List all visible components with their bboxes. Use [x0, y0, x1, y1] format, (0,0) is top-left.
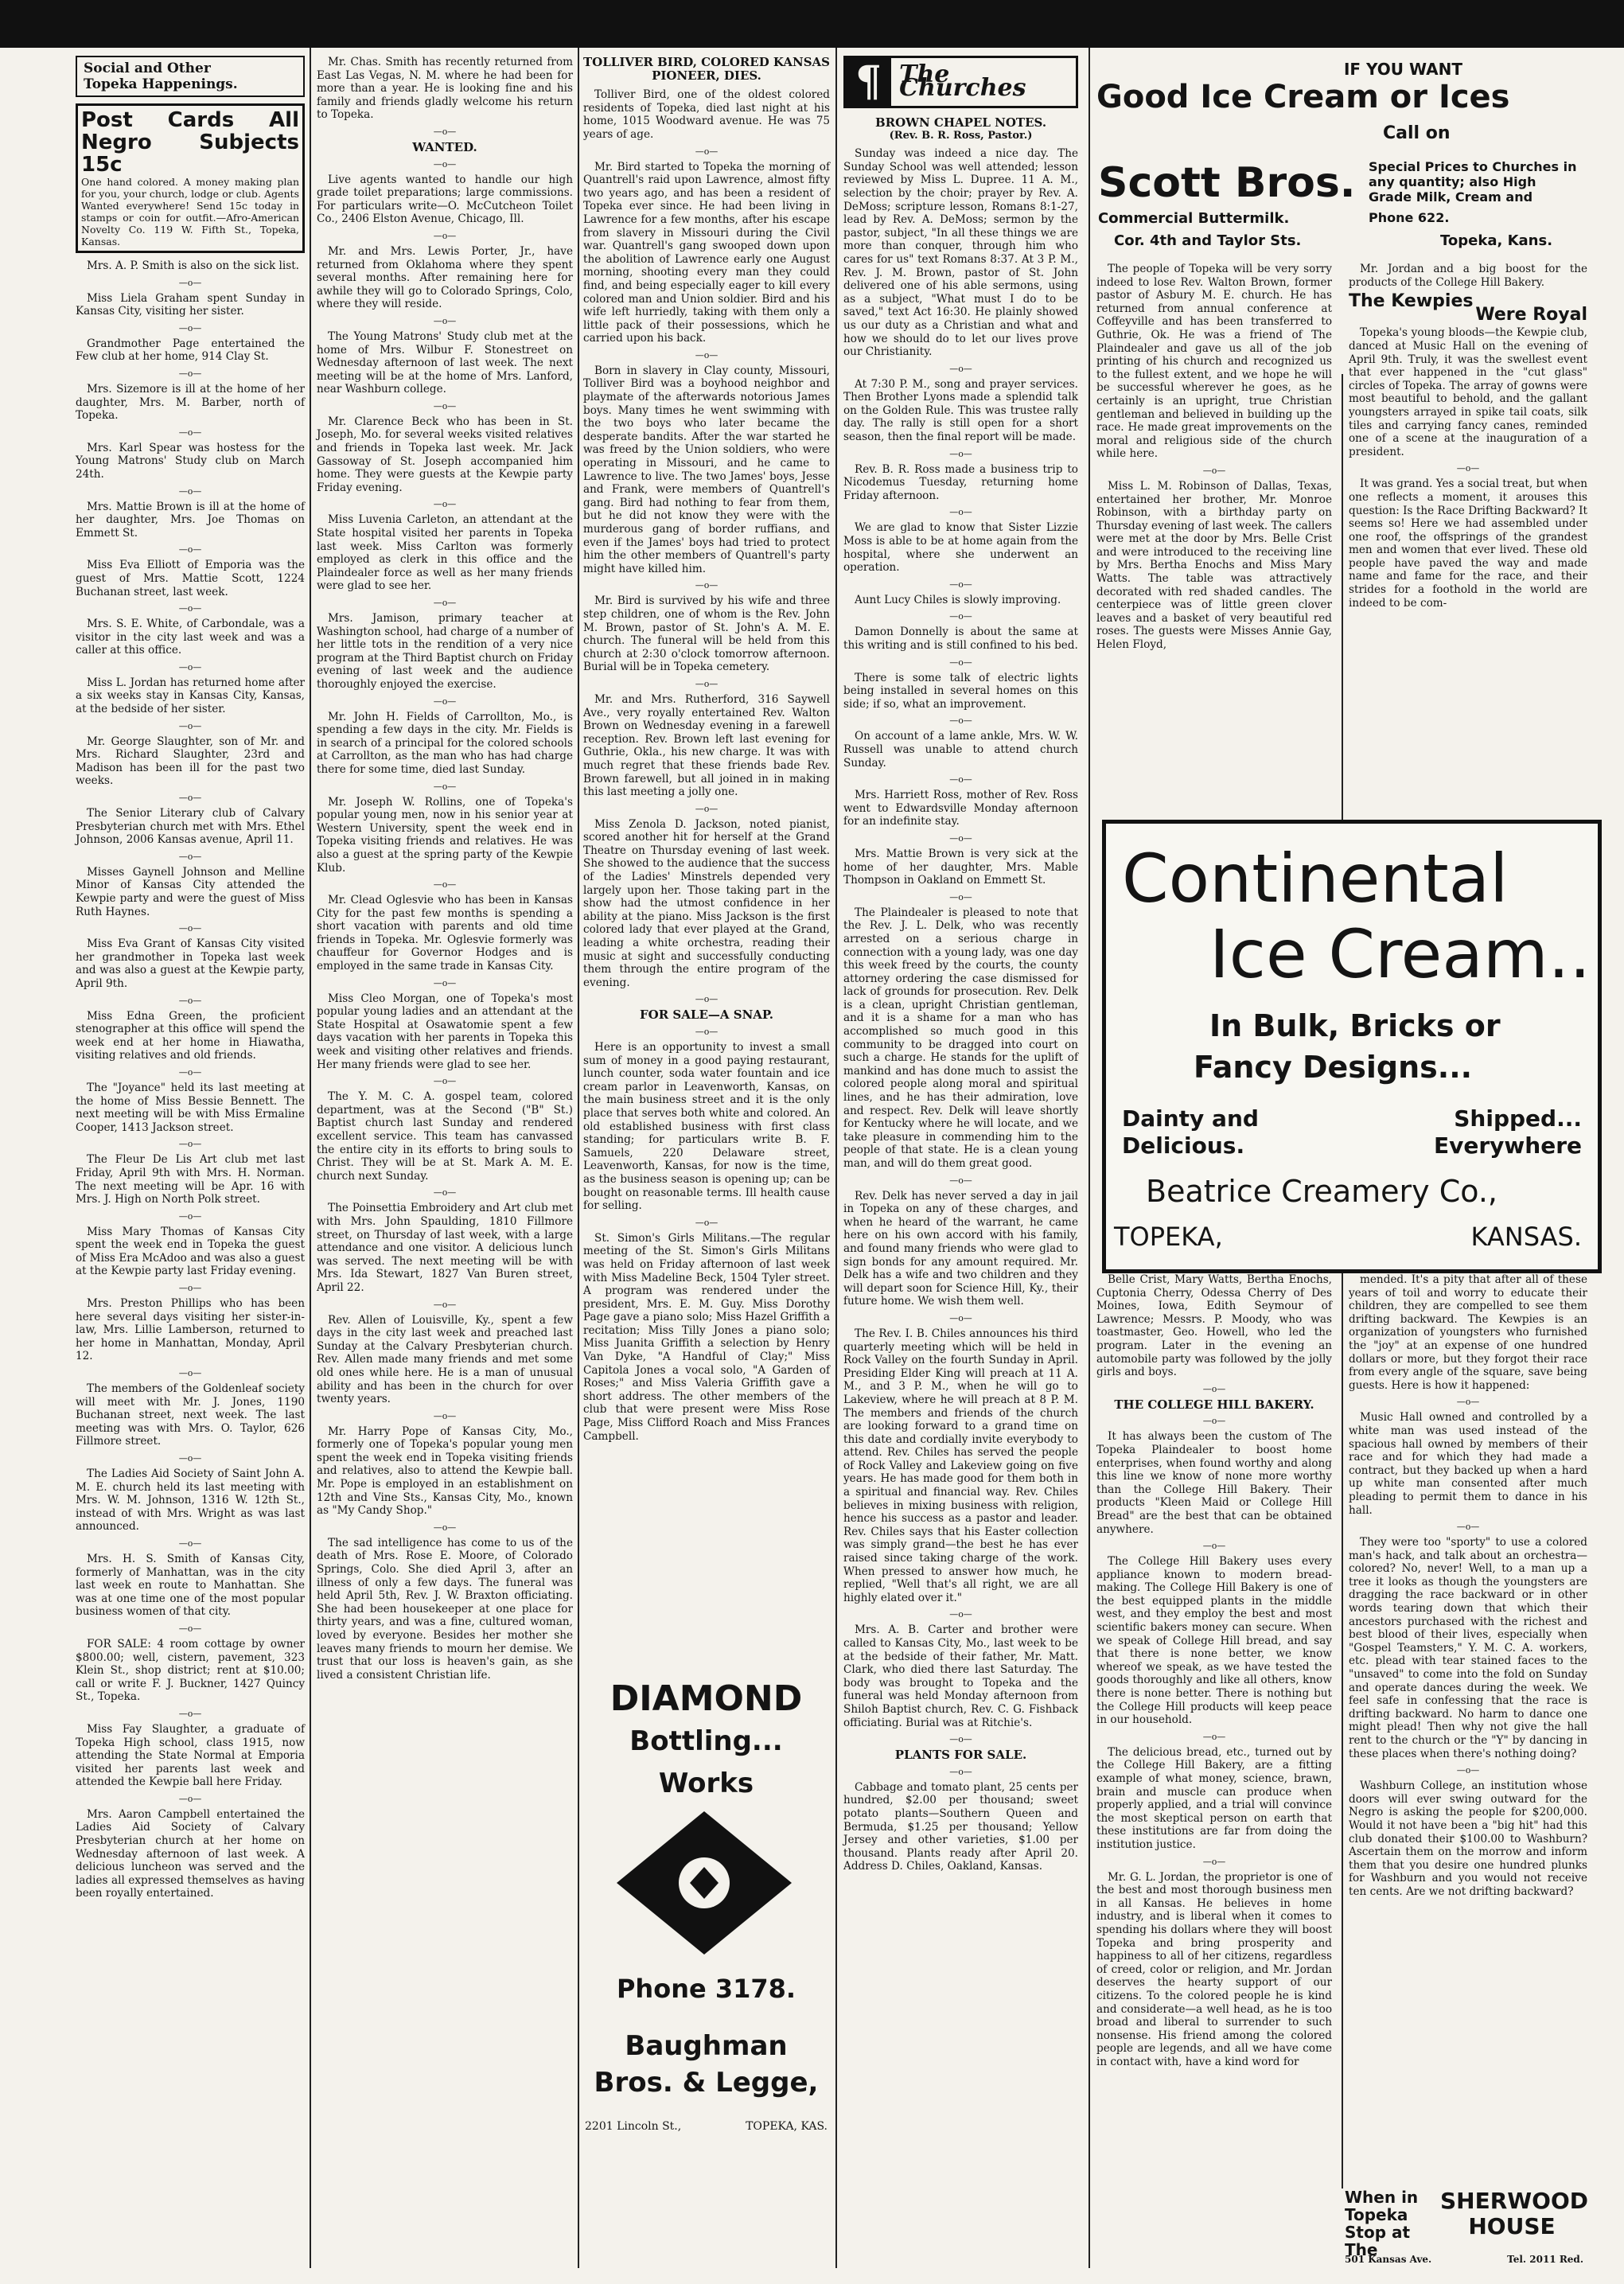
news-paragraph: THE COLLEGE HILL BAKERY.: [1114, 1397, 1314, 1412]
news-paragraph: Mr. Harry Pope of Kansas City, Mo., formerly one of Topeka's popular young men spent the week end in Topeka visiting friends and relatives, also to attend the Kewpie ball. Mr. Pope is employed in an establishment on 12th and Vine Sts., Kansas City, Mo., known as "My Candy Shop.": [317, 1425, 573, 1518]
item-separator: —o—: [178, 720, 202, 731]
news-paragraph: Mrs. Aaron Campbell entertained the Ladies Aid Society of Calvary Presbyterian church at her home on Wednesday afternoon of last week. A delicious luncheon was served and the ladies all expressed themselves as having been royally entertained.: [76, 1807, 305, 1900]
news-paragraph: Here is an opportunity to invest a small sum of money in a good paying restaurant, lunch counter, soda water fountain and ice cream parlor in Leavenworth, Kansas, on the main business street and it is the only place that serves both white and colored. An old established business with first class standing; for particulars write B. F. Samuels, 220 Delaware street, Leavenworth, Kansas, for now is the time, as the business season is opening up; can be bought on reasonable terms. Ill health cause for selling.: [583, 1041, 830, 1213]
item-separator: —o—: [695, 803, 719, 814]
item-separator: —o—: [433, 696, 457, 707]
postcard-ad: [76, 103, 305, 253]
item-separator: —o—: [1202, 1731, 1226, 1742]
news-paragraph: Mr. G. L. Jordan, the proprietor is one of the best and most thorough business men in all Kansas. He believes in home industry, and is liberal when it comes to spending his dollars where they will boost Topeka and bring prosperity and happiness to all of her citizens, regardless of creed, color or religion, and Mr. Jordan deserves the hearty support of our citizens. To the colored people he is kind and considerate—a well head, as he is too broad and liberal to surrender to such nonsense. His friend among the colored people are legends, and all we have come in contact with, have a kind word for: [1096, 1870, 1332, 2068]
item-separator: —o—: [433, 1410, 457, 1421]
news-paragraph: The Young Matrons' Study club met at the home of Mrs. Wilbur F. Stonestreet on Wednesday afternoon of last week. The next meeting will be at the home of Mrs. Lanford, near Washburn college.: [317, 329, 573, 396]
ad-company: Scott Bros.: [1098, 159, 1356, 207]
church-items: [843, 147, 1078, 1873]
news-paragraph: Mr. and Mrs. Lewis Porter, Jr., have returned from Oklahoma where they spent several months. After remaining here for awhile they will go to Colorado Springs, Colo, where they will reside.: [317, 244, 573, 311]
news-paragraph: Rev. Delk has never served a day in jail in Topeka on any of these charges, and when he heard of the warrant, he came here on his own accord with his family, and found many friends who were glad to sign bonds for any amount required. Mr. Delk has a wife and two children and they will depart soon for Science Hill, Ky., their future home. We wish them well.: [843, 1189, 1078, 1308]
column-6-top: [1349, 263, 1587, 616]
item-separator: —o—: [1456, 1765, 1480, 1776]
news-paragraph: Miss Cleo Morgan, one of Topeka's most popular young ladies and an attendant at the State Hospital at Osawatomie spent a few days vacation with her parents in Topeka this week and visiting other relatives and friends. Her many friends were glad to see her.: [317, 992, 573, 1071]
item-separator: —o—: [949, 1609, 972, 1620]
ad-if-you-want: IF YOU WANT: [1343, 60, 1462, 79]
column-6-bottom: [1349, 1273, 1587, 1905]
item-separator: —o—: [178, 603, 202, 614]
item-separator: —o—: [178, 1210, 202, 1222]
item-separator: —o—: [178, 485, 202, 497]
diamond-city: TOPEKA, KAS.: [746, 2120, 828, 2133]
item-separator: —o—: [178, 1708, 202, 1719]
news-paragraph: PLANTS FOR SALE.: [894, 1748, 1027, 1763]
column-rule: [310, 48, 311, 2268]
item-separator: —o—: [433, 1299, 457, 1310]
item-separator: —o—: [433, 315, 457, 326]
kewpies-items-continued: [1349, 1273, 1587, 1899]
ad-address: Cor. 4th and Taylor Sts.: [1114, 232, 1302, 249]
scott-bros-ad: [1096, 60, 1590, 147]
news-items: [583, 88, 830, 1443]
news-paragraph: Mrs. H. S. Smith of Kansas City, formerly of Manhattan, was in the city last week en route to Manhattan. She was at one time one of the most popular business women of that city.: [76, 1552, 305, 1619]
item-separator: —o—: [178, 544, 202, 555]
news-paragraph: On account of a lame ankle, Mrs. W. W. Russell was unable to attend church Sunday.: [843, 730, 1078, 770]
item-separator: —o—: [695, 1027, 719, 1037]
continental-city-left: TOPEKA,: [1114, 1222, 1223, 1252]
news-paragraph: Mrs. S. E. White, of Carbondale, was a visitor in the city last week and was a caller at this office.: [76, 618, 305, 657]
sherwood-address: 501 Kansas Ave.: [1345, 2254, 1432, 2265]
item-separator: —o—: [695, 994, 719, 1005]
column-rule: [835, 48, 837, 2268]
scott-bros-ad-lower: [1098, 159, 1591, 255]
kewpies-subtitle: Were Royal: [1475, 304, 1587, 325]
news-paragraph: The "Joyance" held its last meeting at the home of Miss Bessie Bennett. The next meeting will be with Miss Ermaline Cooper, 1413 Jackson street.: [76, 1081, 305, 1134]
item-separator: —o—: [178, 368, 202, 379]
item-separator: —o—: [433, 879, 457, 891]
news-paragraph: Miss Luvenia Carleton, an attendant at the State hospital visited her parents in Topeka last week. Miss Carlton was formerly employed as clerk in this office and the Plaindealer force as well as her many friends were glad to see her.: [317, 513, 573, 593]
continental-line3: In Bulk, Bricks or: [1209, 1008, 1501, 1043]
news-paragraph: They were too "sporty" to use a colored man's hack, and talk about an orchestra—colored? No, never! Well, to a man up a tree it looks as though the youngsters are dragging the race backward or in other words tearing down that which their ancestors purchased with the richest and best blood of their lives, especially when "Gospel Teamsters," Y. M. C. A. workers, etc. plead with tear stained faces to the "unsaved" to come into the fold on Sunday and operate dances during the week. We feel safe in confessing that the race is drifting backward. No harm to dance one might plead! Then why not give the hall rent to the church or the "Y" by dancing in these places when there's nothing doing?: [1349, 1536, 1587, 1760]
ad-headline: Good Ice Cream or Ices: [1096, 79, 1510, 115]
item-separator: —o—: [1456, 1522, 1480, 1533]
item-separator: —o—: [1456, 1397, 1480, 1408]
news-paragraph: Mrs. Jamison, primary teacher at Washington school, had charge of a number of her little tots in the rendition of a very nice program at the Third Baptist church on Friday evening of last week and the audience thoroughly enjoyed the exercise.: [317, 612, 573, 691]
news-paragraph: Rev. B. R. Ross made a business trip to Nicodemus Tuesday, returning home Friday afternoon.: [843, 462, 1078, 502]
news-paragraph: Mrs. Sizemore is ill at the home of her daughter, Mrs. M. Barber, north of Topeka.: [76, 382, 305, 423]
diamond-line: Bottling... Works: [629, 1725, 783, 1799]
column-rule: [578, 48, 579, 2268]
news-paragraph: Miss L. Jordan has returned home after a six weeks stay in Kansas City, Kansas, at the bedside of her sister.: [76, 676, 305, 716]
item-separator: —o—: [178, 1283, 202, 1294]
news-paragraph: Washburn College, an institution whose doors will ever swing outward for the Negro is asking the people for $200,000. Would it not have been a "big hit" had this club donated their $100.00 to Washburn? Ascertain them on the morrow and inform them that you desire one hundred plunks for Washburn and you would not receive ten cents. Are we not drifting backward?: [1349, 1779, 1587, 1898]
news-paragraph: Mr. and Mrs. Rutherford, 316 Saywell Ave., very royally entertained Rev. Walton Brown on Wednesday evening in a farewell reception. Rev. Brown left last evening for Guthrie, Okla., his new charge. It was with much regret that these friends bade Rev. Brown farewell, but all joined in in making this last meeting a jolly one.: [583, 692, 830, 799]
item-separator: —o—: [178, 851, 202, 862]
item-separator: —o—: [433, 230, 457, 241]
item-separator: —o—: [949, 448, 972, 459]
diamond-company: Baughman Bros. & Legge,: [594, 2030, 819, 2099]
news-paragraph: Miss L. M. Robinson of Dallas, Texas, entertained her brother, Mr. Monroe Robinson, with a birthday party on Thursday evening of last week. The callers were met at the door by Mrs. Belle Crist and were introduced to the receiving line by Mrs. Bertha Enochs and Miss Mary Watts. The table was attractively decorated with red shaded candles. The centerpiece was of little green clover leaves and a basket of very beautiful red roses. The guests were Misses Annie Gay, Helen Floyd,: [1096, 479, 1332, 652]
news-paragraph: Topeka's young bloods—the Kewpie club, danced at Music Hall on the evening of April 9th. Truly, it was the swellest event that ever happened in the "cut glass" circles of Topeka. The array of gowns were most beautiful to behold, and the gallant youngsters arrayed in spike tail coats, silk tiles and carrying fancy canes, reminded one of a scene at the inauguration of a president.: [1349, 326, 1587, 458]
section-title: Social and Other Topeka Happenings.: [76, 56, 305, 97]
news-paragraph: Mr. John H. Fields of Carrollton, Mo., is spending a few days in the city. Mr. Fields is in search of a principal for the colored schools at Carrollton, as the man who has had charge there for some time, died last Sunday.: [317, 710, 573, 776]
churches-header: [843, 56, 1078, 108]
ad-call-on: Call on: [1383, 123, 1451, 143]
sherwood-tel: Tel. 2011 Red.: [1507, 2254, 1583, 2265]
news-paragraph: FOR SALE—A SNAP.: [640, 1008, 773, 1023]
item-separator: —o—: [949, 363, 972, 374]
item-separator: —o—: [433, 1187, 457, 1199]
item-separator: —o—: [178, 1368, 202, 1379]
item-separator: —o—: [1202, 1383, 1226, 1394]
kewpies-items: [1349, 326, 1587, 610]
item-separator: —o—: [949, 715, 972, 727]
item-separator: —o—: [433, 400, 457, 411]
item-separator: —o—: [949, 579, 972, 590]
column-rule: [1089, 48, 1090, 2268]
news-paragraph: FOR SALE: 4 room cottage by owner $800.00; well, cistern, pavement, 323 Klein St., shop district; rent at $10.00; call or write F. J. Buckner, 1427 Quincy St., Topeka.: [76, 1637, 305, 1704]
column-5-bottom: [1096, 1273, 1332, 2075]
news-paragraph: WANTED.: [412, 139, 477, 154]
item-separator: —o—: [949, 1312, 972, 1323]
continental-city-right: KANSAS.: [1470, 1222, 1582, 1252]
column-news-2: [317, 56, 573, 1688]
news-paragraph: The delicious bread, etc., turned out by the College Hill Bakery, are a fitting example of what money, science, brawn, brain and muscle can produce when properly applied, and a trial will convince the most skeptical person on earth that these institutions are far from doing the institution justice.: [1096, 1745, 1332, 1851]
news-paragraph: Live agents wanted to handle our high grade toilet preparations; large commissions. For particulars write—O. McCutcheon Toilet Co., 2406 Elston Avenue, Chicago, Ill.: [317, 173, 573, 226]
item-separator: —o—: [178, 322, 202, 333]
sherwood-house-ad: [1345, 2189, 1591, 2268]
item-separator: —o—: [695, 349, 719, 361]
news-paragraph: The College Hill Bakery uses every appliance known to modern bread-making. The College Hill Bakery is one of the best equipped plants in the middle west, and they employ the best and most scientific bakers money can secure. When we speak of College Hill bread, and say that there is none better, we know whereof we speak, as we have tested the goods thoroughly and like all others, know there is none better. There is nothing but the College Hill products will keep peace in our household.: [1096, 1555, 1332, 1727]
news-paragraph: Mrs. Mattie Brown is very sick at the home of her daughter, Mrs. Mable Thompson in Oakland on Emmett St.: [843, 847, 1078, 887]
item-separator: —o—: [695, 146, 719, 157]
item-separator: —o—: [949, 657, 972, 668]
continental-line1: Continental: [1122, 840, 1509, 918]
item-separator: —o—: [178, 1793, 202, 1804]
item-separator: —o—: [695, 580, 719, 591]
news-paragraph: The Ladies Aid Society of Saint John A. M. E. church held its last meeting with Mrs. W. M. Johnson, 1316 W. 12th St., instead of with Mrs. Wright as was last announced.: [76, 1467, 305, 1534]
ad-phone: Phone 622.: [1369, 210, 1450, 225]
item-separator: —o—: [433, 158, 457, 170]
news-paragraph: Miss Eva Grant of Kansas City visited her grandmother in Topeka last week and was also a guest at the Kewpie party, April 9th.: [76, 937, 305, 990]
item-separator: —o—: [949, 1766, 972, 1777]
news-paragraph: There is some talk of electric lights being installed in several homes on this side; if so, what an improvement.: [843, 671, 1078, 711]
ad-buttermilk: Commercial Buttermilk.: [1098, 210, 1290, 227]
item-separator: —o—: [1202, 1541, 1226, 1552]
news-paragraph: Mr. Bird started to Topeka the morning of Quantrell's raid upon Lawrence, almost fifty two years ago, and has been a resident of Topeka ever since. He had been living in Lawrence for a few months, after his escape from slavery in Missouri during the Civil war. Quantrell's gang swooped down upon the abolition of Lawrence early one August morning, shooting every man they could find, and being especially eager to kill every colored man and Union soldier. Bird and his wife left hurriedly, taking with them only a little pack of their possessions, which he carried upon his back.: [583, 160, 830, 345]
news-items: [1096, 263, 1332, 652]
continental-ice-cream-ad: [1102, 820, 1602, 1273]
diamond-brand: DIAMOND: [609, 1678, 803, 1719]
diamond-phone: Phone 3178.: [616, 1974, 796, 2004]
diamond-bottling-ad: [585, 1679, 828, 2268]
item-separator: —o—: [1202, 1856, 1226, 1867]
news-paragraph: We are glad to know that Sister Lizzie Moss is able to be at home again from the hospital, where she underwent an operation.: [843, 521, 1078, 575]
item-separator: —o—: [433, 499, 457, 510]
news-paragraph: Miss Liela Graham spent Sunday in Kansas City, visiting her sister.: [76, 291, 305, 318]
item-separator: —o—: [433, 126, 457, 137]
news-paragraph: The Y. M. C. A. gospel team, colored department, was at the Second ("B" St.) Baptist church last Sunday and rendered excellent service. This team has canvassed the entire city in its efforts to bring souls to Christ. They will be at St. Mark A. M. E. church next Sunday.: [317, 1090, 573, 1183]
item-separator: —o—: [695, 1217, 719, 1228]
news-paragraph: Mr. Clead Oglesvie who has been in Kansas City for the past few months is spending a short vacation with parents and old time friends in Topeka. Mr. Oglesvie formerly was chauffeur for Governor Hodges and is employed in the same trade in Kansas City.: [317, 894, 573, 973]
news-paragraph: The members of the Goldenleaf society will meet with Mr. J. Jones, 1190 Buchanan street, next week. The last meeting was with Mrs. O. Taylor, 626 Fillmore street.: [76, 1382, 305, 1448]
news-paragraph: Cabbage and tomato plant, 25 cents per hundred, $2.00 per thousand; sweet potato plants—Southern Queen and Bermuda, $1.25 per thousand; Yellow Jersey and other varieties, $1.00 per thousand. Plants ready after April 20. Address D. Chiles, Oakland, Kansas.: [843, 1780, 1078, 1873]
item-separator: —o—: [433, 977, 457, 988]
news-paragraph: mended. It's a pity that after all of these years of toil and worry to educate their children, they are compelled to see them drifting backward. The Kewpies is an organization of youngsters who furnished the "joy" at an expense of one hundred dollars or more, but they forgot their race from every angle of the square, save being guests. Here is how it happened:: [1349, 1273, 1587, 1392]
news-paragraph: Mrs. A. B. Carter and brother were called to Kansas City, Mo., last week to be at the bedside of their father, Mr. Matt. Clark, who died there last Saturday. The body was brought to Topeka and the funeral was held Monday afternoon from Shiloh Baptist church, Rev. C. G. Fishback officiating. Burial was at Ritchie's.: [843, 1623, 1078, 1729]
item-separator: —o—: [178, 1538, 202, 1549]
ad-city: Topeka, Kans.: [1440, 232, 1553, 249]
item-separator: —o—: [949, 1734, 972, 1745]
item-separator: —o—: [178, 1623, 202, 1634]
item-separator: —o—: [178, 661, 202, 672]
item-separator: —o—: [949, 611, 972, 622]
item-separator: —o—: [1202, 1416, 1226, 1427]
news-paragraph: The Poinsettia Embroidery and Art club met with Mrs. John Spaulding, 1810 Fillmore street, on Thursday of last week, with a large attendance and one visitor. A delicious lunch was served. The next meeting will be with Mrs. Ida Stewart, 1827 Van Buren street, April 22.: [317, 1202, 573, 1294]
item-separator: —o—: [1456, 463, 1480, 474]
social-items: [76, 259, 305, 1900]
pilcrow-icon: ¶: [846, 58, 891, 106]
headline-tolliver-bird: TOLLIVER BIRD, COLORED KANSAS PIONEER, DIES.: [583, 55, 831, 83]
column-5-top: [1096, 263, 1332, 658]
item-separator: —o—: [433, 1522, 457, 1533]
news-paragraph: The Fleur De Lis Art club met last Friday, April 9th with Mrs. H. Norman. The next meeting will be Apr. 16 with Mrs. J. High on North Polk street.: [76, 1153, 305, 1206]
news-paragraph: Sunday was indeed a nice day. The Sunday School was well attended; lesson reviewed by Miss L. Dupree. 11 A. M., selection by the choir; prayer by Rev. A. DeMoss; scripture lesson, Romans 8:1-27, lead by Rev. A. DeMoss; sermon by the pastor, subject, "In all these things we are more than conquer, through him who cares for us" text Romans 8:37. At 3 P. M., Rev. J. M. Brown, pastor of St. John delivered one of his able sermons, using as a subject, "What must I do to be saved," text Act 16:30. He plainly showed us our duty as a Christian and what and how we should do to let our lives prove our Christianity.: [843, 147, 1078, 359]
news-paragraph: Rev. Allen of Louisville, Ky., spent a few days in the city last week and preached last Sunday at the Calvary Presbyterian church. Rev. Allen made many friends and met some old ones while here. He is a man of unusual ability and has been in the church for over twenty years.: [317, 1313, 573, 1406]
item-separator: —o—: [178, 1453, 202, 1464]
item-separator: —o—: [178, 427, 202, 438]
news-paragraph: The Plaindealer is pleased to note that the Rev. J. L. Delk, who was recently arrested on a serious charge in connection with a young lady, was one day this week freed by the courts, the county attorney ordering the case dismissed for lack of grounds for prosecution. Rev. Delk is a clean, upright Christian gentleman, and it is a shame for a man who has accomplished so much good in this community to be dragged into court on such a charge. He stands for the uplift of mankind and has done much to assist the colored people along moral and spiritual lines, and he has their admiration, love and respect. Rev. Delk will leave shortly for Kentucky where he will locate, and we take pleasure in commending him to the people of that state. He is a clean young man, and will do them great good.: [843, 906, 1078, 1170]
page-top-border: [0, 0, 1624, 48]
column-rule: [1342, 1273, 1343, 2189]
news-paragraph: At 7:30 P. M., song and prayer services. Then Brother Lyons made a splendid talk on the Golden Rule. This was trustee rally day. The rally is still open for a short season, then the final report will be made.: [843, 377, 1078, 444]
item-separator: —o—: [695, 678, 719, 689]
continental-line4: Fancy Designs...: [1194, 1050, 1473, 1085]
news-paragraph: Born in slavery in Clay county, Missouri, Tolliver Bird was a boyhood neighbor and playmate of the afterwards notorious James boys. Many times he went swimming with the two boys who later became the desperate bandits. After the war started he was freed by the Union soldiers, who were operating in Missouri, and he came to Lawrence to live. The two James' boys, Jesse and Frank, were members of Quantrell's gang. Bird had nothing to fear from them, but he did not know they were with the murderous gang of border ruffians, and even if the James' boys had tried to protect him the other members of Quantrell's party might have killed him.: [583, 364, 830, 575]
item-separator: —o—: [949, 891, 972, 902]
news-items: [317, 56, 573, 1682]
news-paragraph: Tolliver Bird, one of the oldest colored residents of Topeka, died last night at his home, 1015 Woodward avenue. He was 75 years of age.: [583, 88, 830, 141]
news-paragraph: Music Hall owned and controlled by a white man was used instead of the spacious hall owned by members of their race and for which they had made a contract, but they backed up when a hard up white man consented after much pleading to permit them to dance in his hall.: [1349, 1411, 1587, 1517]
column-social: [76, 56, 305, 1907]
item-separator: —o—: [178, 1139, 202, 1150]
sherwood-left: When in Topeka Stop at The: [1345, 2188, 1419, 2259]
news-paragraph: Miss Zenola D. Jackson, noted pianist, scored another hit for herself at the Grand Theatre on Thursday evening of last week. She showed to the audience that the success of the Ladies' Minstrels depended very largely upon her. Those taking part in the show had the utmost confidence in her ability at the piano. Miss Jackson is the first colored lady that ever played at the Grand, leading a white orchestra, reading their music at sight and successfully conducting them through the entire program of the evening.: [583, 817, 830, 989]
item-separator: —o—: [433, 781, 457, 792]
news-paragraph: Mrs. A. P. Smith is also on the sick list.: [87, 259, 299, 272]
item-separator: —o—: [178, 277, 202, 288]
continental-right: Shipped... Everywhere: [1433, 1105, 1582, 1159]
item-separator: —o—: [1202, 465, 1226, 476]
news-paragraph: St. Simon's Girls Militans.—The regular meeting of the St. Simon's Girls Militans was held on Friday afternoon of last week with Miss Madeline Beck, 1504 Tyler street. A program was rendered under the president, Mrs. E. M. Guy. Miss Dorothy Page gave a piano solo; Miss Hazel Griffith a recitation; Miss Tilly Jones a piano solo; Miss Juanita Griffith a selection by Henry Van Dyke, "A Handful of Clay;" Miss Capitola Jones a vocal solo, "A Garden of Roses;" and Miss Valeria Griffith gave a short address. The other members of the club that were present were Miss Rose Page, Miss Clifford Roach and Miss Frances Campbell.: [583, 1231, 830, 1443]
item-separator: —o—: [949, 832, 972, 844]
news-paragraph: It was grand. Yes a social treat, but when one reflects a moment, it arouses this question: Is the Race Drifting Backward? It seems so! Here we had assembled under one roof, the offsprings of the grandest men and women that ever lived. These old people have paved the way and made name and fame for the race, and their strides for a foothold in the world are indeed to be com-: [1349, 477, 1587, 610]
column-rule: [1342, 374, 1343, 820]
diamond-address: 2201 Lincoln St.,: [585, 2120, 682, 2133]
news-paragraph: The Senior Literary club of Calvary Presbyterian church met with Mrs. Ethel Johnson, 2006 Kansas avenue, April 11.: [76, 807, 305, 847]
news-paragraph: The people of Topeka will be very sorry indeed to lose Rev. Walton Brown, former pastor of Asbury M. E. church. He has returned from annual conference at Coffeyville and has been transferred to Guthrie, Ok. He was a friend of The Plaindealer and gave us all of the job printing of his church and recognized us to the fullest extent, and we hope he will be successful wherever he goes, as he certainly is an upright, true Christian gentleman and believed in building up the race. He made great improvements on the moral and religious side of the church while here.: [1096, 263, 1332, 461]
news-paragraph: Mr. Joseph W. Rollins, one of Topeka's popular young men, now in his senior year at Western University, spent the week end in Topeka visiting friends and relatives. He was also a guest at the spring party of the Kewpie Klub.: [317, 795, 573, 875]
item-separator: —o—: [178, 1066, 202, 1078]
news-paragraph: Damon Donnelly is about the same at this writing and is still confined to his bed.: [843, 626, 1078, 652]
news-paragraph: Miss Mary Thomas of Kansas City spent the week end in Topeka the guest of Miss Era McAdoo and was also a guest at the Kewpie party last Friday evening.: [76, 1225, 305, 1278]
item-separator: —o—: [433, 598, 457, 608]
news-paragraph: Mr. George Slaughter, son of Mr. and Mrs. Richard Slaughter, 23rd and Madison has been ill for the past two weeks.: [76, 735, 305, 788]
news-paragraph: Misses Gaynell Johnson and Melline Minor of Kansas City attended the Kewpie party and were the guest of Miss Ruth Haynes.: [76, 865, 305, 918]
news-paragraph: Mr. Jordan and a big boost for the products of the College Hill Bakery.: [1349, 263, 1587, 289]
diamond-logo-icon: [585, 1803, 824, 1962]
news-paragraph: The sad intelligence has come to us of the death of Mrs. Rose E. Moore, of Colorado Springs, Colo. She died April 3, after an illness of only a few days. The funeral was held April 5th, Rev. J. W. Braxton officiating. She had been housekeeper at one place for thirty years, and was a fine, cultured woman, loved by everyone. Besides her mother she leaves many friends to mourn her demise. We trust that our loss is heaven's gain, as she lived a consistent Christian life.: [317, 1536, 573, 1682]
item-separator: —o—: [178, 923, 202, 934]
news-items: [1096, 1273, 1332, 2068]
churches-title: The Churches: [899, 60, 1026, 102]
news-paragraph: Mrs. Karl Spear was hostess for the Young Matrons' Study club on March 24th.: [76, 441, 305, 481]
item-separator: —o—: [178, 793, 202, 804]
news-paragraph: Miss Eva Elliott of Emporia was the guest of Mrs. Mattie Scott, 1224 Buchanan street, last week.: [76, 559, 305, 598]
news-paragraph: Mr. Bird is survived by his wife and three step children, one of whom is the Rev. John M. Brown, pastor of St. John's A. M. E. church. The funeral will be held from this church at 2:30 o'clock tomorrow afternoon. Burial will be in Topeka cemetery.: [583, 594, 830, 674]
kewpies-title: The Kewpies: [1349, 291, 1474, 312]
news-paragraph: Mrs. Mattie Brown is ill at the home of her daughter, Mrs. Joe Thomas on Emmett St.: [76, 500, 305, 540]
news-paragraph: Miss Edna Green, the proficient stenographer at this office will spend the week end at her home in Hiawatha, visiting relatives and old friends.: [76, 1009, 305, 1062]
news-paragraph: The Rev. I. B. Chiles announces his third quarterly meeting which will be held in Rock Valley on the fourth Sunday in April. Presiding Elder King will preach at 11 A. M., and 3 P. M., when he will go to Lakeview, where he will preach at 8 P. M. The members and friends of the church are looking forward to a grand time on this date and cordially invite everybody to attend. Rev. Chiles has served the people of Rock Valley and Lakeview going on five years. He has made good for them both in a spiritual and financial way. Rev. Chiles believes in mixing business with religion, hence his success as a pastor and leader. Rev. Chiles says that his Easter collection was simply grand—the best he has ever raised since taking charge of the work. When pressed to answer how much, he replied, "Well that's all right, we are all highly elated over it.": [843, 1327, 1078, 1604]
news-paragraph: Miss Fay Slaughter, a graduate of Topeka High school, class 1915, now attending the State Normal at Emporia visited her parents last week and attended the Kewpie ball here Friday.: [76, 1722, 305, 1789]
item-separator: —o—: [949, 774, 972, 785]
news-paragraph: Mr. Chas. Smith has recently returned from East Las Vegas, N. M. where he had been for more than a year. He is looking fine and his family and friends gladly welcome his return to Topeka.: [317, 56, 573, 122]
ad-special: Special Prices to Churches in any quantity; also High Grade Milk, Cream and: [1369, 159, 1577, 205]
postcard-ad-heading: Post Cards All Negro Subjects 15c: [81, 108, 299, 177]
item-separator: —o—: [949, 507, 972, 518]
subhead-brown-chapel: BROWN CHAPEL NOTES.: [874, 115, 1047, 130]
news-paragraph: It has always been the custom of The Topeka Plaindealer to boost home enterprises, when found worthy and along this line we know of none more worthy than the College Hill Bakery. Their products "Kleen Maid or College Hill Bread" are the best that can be obtained anywhere.: [1096, 1430, 1332, 1536]
news-paragraph: Mrs. Preston Phillips who has been here several days visiting her sister-in-law, Mrs. Lillie Lamberson, returned to her home in Manhattan, Monday, April 12.: [76, 1297, 305, 1363]
item-separator: —o—: [949, 1175, 972, 1186]
subhead-pastor: (Rev. B. R. Ross, Pastor.): [889, 129, 1033, 142]
news-paragraph: Aunt Lucy Chiles is slowly improving.: [855, 593, 1061, 606]
news-paragraph: Belle Crist, Mary Watts, Bertha Enochs, Cuptonia Cherry, Odessa Cherry of Des Moines, Iowa, Edith Seymour of Lawrence; Messrs. P. Moody, who was toastmaster, Geo. Howell, who led the program. Later in the evening an automobile party was followed by the jolly girls and boys.: [1096, 1273, 1332, 1379]
column-news-3: [583, 56, 830, 1449]
continental-line2: Ice Cream..: [1209, 915, 1591, 993]
news-items: [1349, 263, 1587, 289]
news-paragraph: Mrs. Harriett Ross, mother of Rev. Ross went to Edwardsville Monday afternoon for an indefinite stay.: [843, 789, 1078, 828]
item-separator: —o—: [178, 995, 202, 1006]
item-separator: —o—: [433, 1076, 457, 1087]
postcard-ad-text: One hand colored. A money making plan for you, your church, lodge or club. Agents Wanted everywhere! Send 15c today in stamps or coin for outfit.—Afro-American Novelty Co. 119 W. Fifth St., Topeka, Kansas.: [81, 176, 299, 247]
sherwood-name: SHERWOOD HOUSE: [1440, 2188, 1589, 2239]
column-churches: [843, 56, 1078, 1880]
news-paragraph: Mr. Clarence Beck who has been in St. Joseph, Mo. for several weeks visited relatives and friends in Topeka last week. Mr. Jack Gassoway of St. Joseph accompanied him home. They were guests at the Kewpie party Friday evening.: [317, 415, 573, 494]
news-paragraph: Grandmother Page entertained the Few club at her home, 914 Clay St.: [76, 337, 305, 364]
continental-left: Dainty and Delicious.: [1122, 1105, 1259, 1159]
continental-company: Beatrice Creamery Co.,: [1146, 1174, 1498, 1209]
